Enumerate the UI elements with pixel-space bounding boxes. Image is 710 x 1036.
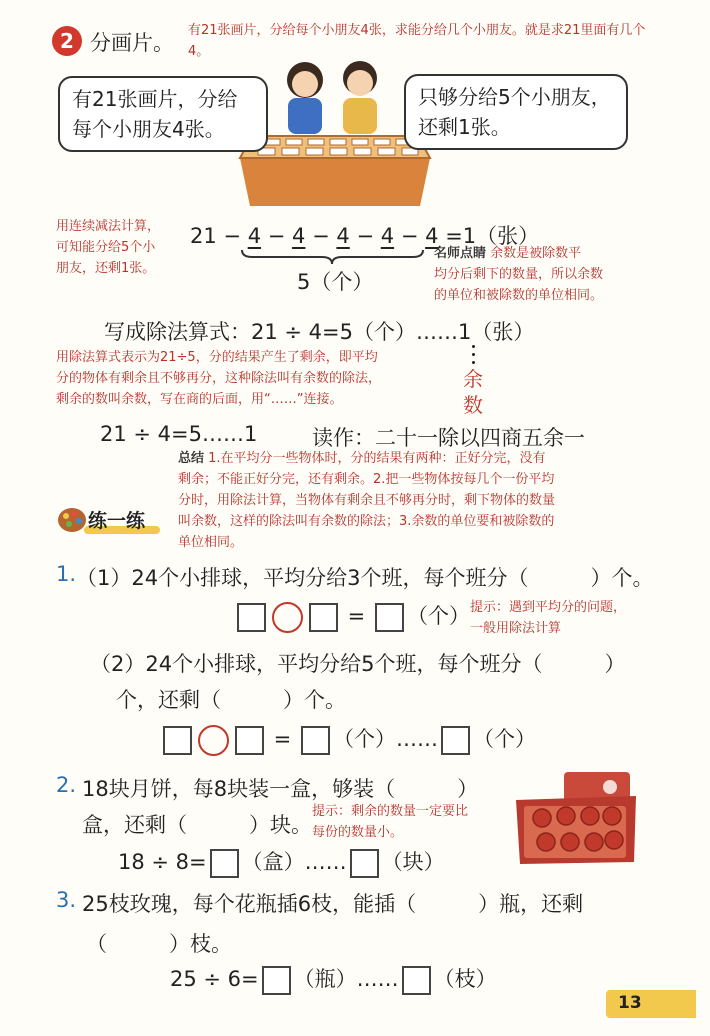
q2-prefix: 18块月饼，每8块装一盒，够装（ xyxy=(82,777,396,801)
reading-text: 读作：二十一除以四商五余一 xyxy=(312,426,585,450)
note-line: 可知能分给5个小 xyxy=(56,240,156,255)
remainder-word: 余数 xyxy=(463,367,483,417)
dot xyxy=(472,361,475,364)
q3b-prefix: （ xyxy=(86,932,107,956)
brace-label: 5（个） xyxy=(297,270,374,294)
page-number: 13 xyxy=(618,993,642,1013)
q2-formula xyxy=(118,846,445,878)
operator: − xyxy=(356,224,375,248)
operator: − xyxy=(312,224,330,248)
q1-part2-line1 xyxy=(90,648,625,678)
note-line: 均分后剩下的数量，所以余数 xyxy=(434,267,604,282)
unit-label: （个） xyxy=(472,727,536,751)
difference: =1（张） xyxy=(445,224,540,248)
remainder-value: 1 xyxy=(458,320,472,344)
bubble-line: 只够分给5个小朋友， xyxy=(418,85,611,109)
speech-bubble-right xyxy=(404,74,628,150)
answer-box[interactable] xyxy=(235,726,264,755)
term: 4 xyxy=(336,224,350,248)
note-line: 朋友，还剩1张。 xyxy=(56,261,156,276)
q2b-suffix: ）块。 xyxy=(249,813,312,837)
operator: − xyxy=(267,224,286,248)
teacher-tip xyxy=(434,243,654,306)
answer-box[interactable] xyxy=(441,726,470,755)
remainder-unit: （张） xyxy=(471,320,535,344)
section-number-badge: 2 xyxy=(52,26,82,56)
q3-line1 xyxy=(82,888,583,918)
practice-tab xyxy=(56,504,158,534)
q1-part2b-suffix: ）个。 xyxy=(283,688,346,712)
unit-label: （块） xyxy=(381,850,445,874)
q3-formula xyxy=(170,963,497,995)
q1-part2-line2 xyxy=(116,684,346,714)
bubble-line: 每个小朋友4张。 xyxy=(72,117,225,141)
q3-number: 3. xyxy=(56,888,77,912)
term: 4 xyxy=(292,224,306,248)
q3b-suffix: ）枝。 xyxy=(169,932,232,956)
q3-line2 xyxy=(86,928,232,958)
dot xyxy=(472,353,475,356)
term: 4 xyxy=(380,224,395,248)
q1-part1-prefix: （1）24个小排球，平均分给3个班，每个班分（ xyxy=(76,566,529,590)
q1-hint xyxy=(470,597,626,639)
q2-line2 xyxy=(82,809,312,839)
q1-number: 1. xyxy=(56,562,77,586)
note-line: 余数是被除数平 xyxy=(490,246,582,261)
q2-suffix: ） xyxy=(457,777,479,801)
unit-label: （枝） xyxy=(433,967,497,991)
q3-prefix: 25枝玫瑰，每个花瓶插6枝，能插（ xyxy=(82,892,417,916)
answer-box[interactable] xyxy=(350,849,379,878)
note-line: 用连续减法计算， xyxy=(56,219,161,234)
dot xyxy=(472,345,475,348)
answer-box[interactable] xyxy=(309,603,338,632)
unit-label: （瓶）…… xyxy=(293,967,399,991)
summary-block xyxy=(178,448,658,553)
q1-formula1: = （个） xyxy=(234,600,470,633)
q3-formula-text: 25 ÷ 6= xyxy=(170,967,259,991)
division-body: 21 ÷ 4=5（个）…… xyxy=(251,320,458,344)
reading-equation: 21 ÷ 4=5……1 xyxy=(100,422,258,446)
note-line: 一般用除法计算 xyxy=(470,621,562,636)
teacher-tip-label: 名师点睛 xyxy=(434,246,487,261)
q2b-prefix: 盒，还剩（ xyxy=(82,813,187,837)
speech-bubble-left xyxy=(58,76,268,152)
brace xyxy=(240,248,425,266)
operator-circle[interactable] xyxy=(272,602,303,633)
answer-box[interactable] xyxy=(210,849,239,878)
section-title: 分画片。 xyxy=(90,31,174,55)
note-line: 分时，用除法计算，当物体有剩余且不够再分时，剩下物体的数量 xyxy=(178,493,556,508)
unit-label: （个）…… xyxy=(332,727,438,751)
q3-suffix: ）瓶，还剩 xyxy=(478,892,584,916)
unit-label: （盒）…… xyxy=(241,850,347,874)
answer-box[interactable] xyxy=(402,966,431,995)
unit-label: （个） xyxy=(406,604,470,628)
operator: − xyxy=(400,224,419,248)
q1-part1-suffix: ）个。 xyxy=(590,566,654,590)
note-line: 的单位和被除数的单位相同。 xyxy=(434,288,604,303)
q1-formula2: = （个）…… （个） xyxy=(160,723,536,756)
term: 4 xyxy=(247,224,262,248)
note-line: 分的物体有剩余且不够再分，这种除法叫有余数的除法， xyxy=(56,371,382,386)
bubble-line: 有21张画片，分给 xyxy=(72,87,238,111)
summary-label: 总结 xyxy=(178,451,205,466)
note-line: 单位相同。 xyxy=(178,535,244,550)
note-line: 每份的数量小。 xyxy=(312,825,404,840)
q1-part1-text xyxy=(76,562,653,592)
answer-box[interactable] xyxy=(375,603,404,632)
minuend: 21 − xyxy=(190,224,241,248)
q2-hint xyxy=(312,801,468,843)
note-line: 剩余；不能正好分完，还有剩余。2.把一些物体按每几个一份平均 xyxy=(178,472,555,487)
division-note xyxy=(56,347,381,410)
answer-box[interactable] xyxy=(163,726,192,755)
answer-box[interactable] xyxy=(237,603,266,632)
answer-box[interactable] xyxy=(301,726,330,755)
answer-box[interactable] xyxy=(262,966,291,995)
mooncake-box-illustration xyxy=(512,770,640,866)
practice-title: 练一练 xyxy=(88,510,146,532)
subtraction-note xyxy=(56,216,160,279)
q1-part2b-prefix: 个，还剩（ xyxy=(116,688,221,712)
bubble-line: 还剩1张。 xyxy=(418,115,511,139)
q2-number: 2. xyxy=(56,773,77,797)
note-line: 用除法算式表示为21÷5，分的结果产生了剩余，即平均 xyxy=(56,350,378,365)
note-line: 1.在平均分一些物体时，分的结果有两种：正好分完，没有 xyxy=(208,451,546,466)
term: 4 xyxy=(425,224,439,248)
note-line: 剩余的数叫余数，写在商的后面，用“……”连接。 xyxy=(56,392,343,407)
note-line: 提示：遇到平均分的问题， xyxy=(470,600,627,615)
division-equation xyxy=(104,316,534,346)
q1-part2-suffix: ） xyxy=(604,652,626,676)
q1-part2-prefix: （2）24个小排球，平均分给5个班，每个班分（ xyxy=(90,652,543,676)
note-line: 提示：剩余的数量一定要比 xyxy=(312,804,469,819)
division-label: 写成除法算式： xyxy=(104,320,251,344)
q2-formula-text: 18 ÷ 8= xyxy=(118,850,207,874)
section-note: 有21张画片，分给每个小朋友4张，求能分给几个小朋友。就是求21里面有几个4。 xyxy=(188,23,646,59)
operator-circle[interactable] xyxy=(198,725,229,756)
note-line: 叫余数，这样的除法叫有余数的除法；3.余数的单位要和被除数的 xyxy=(178,514,555,529)
q2-line1 xyxy=(82,773,478,803)
